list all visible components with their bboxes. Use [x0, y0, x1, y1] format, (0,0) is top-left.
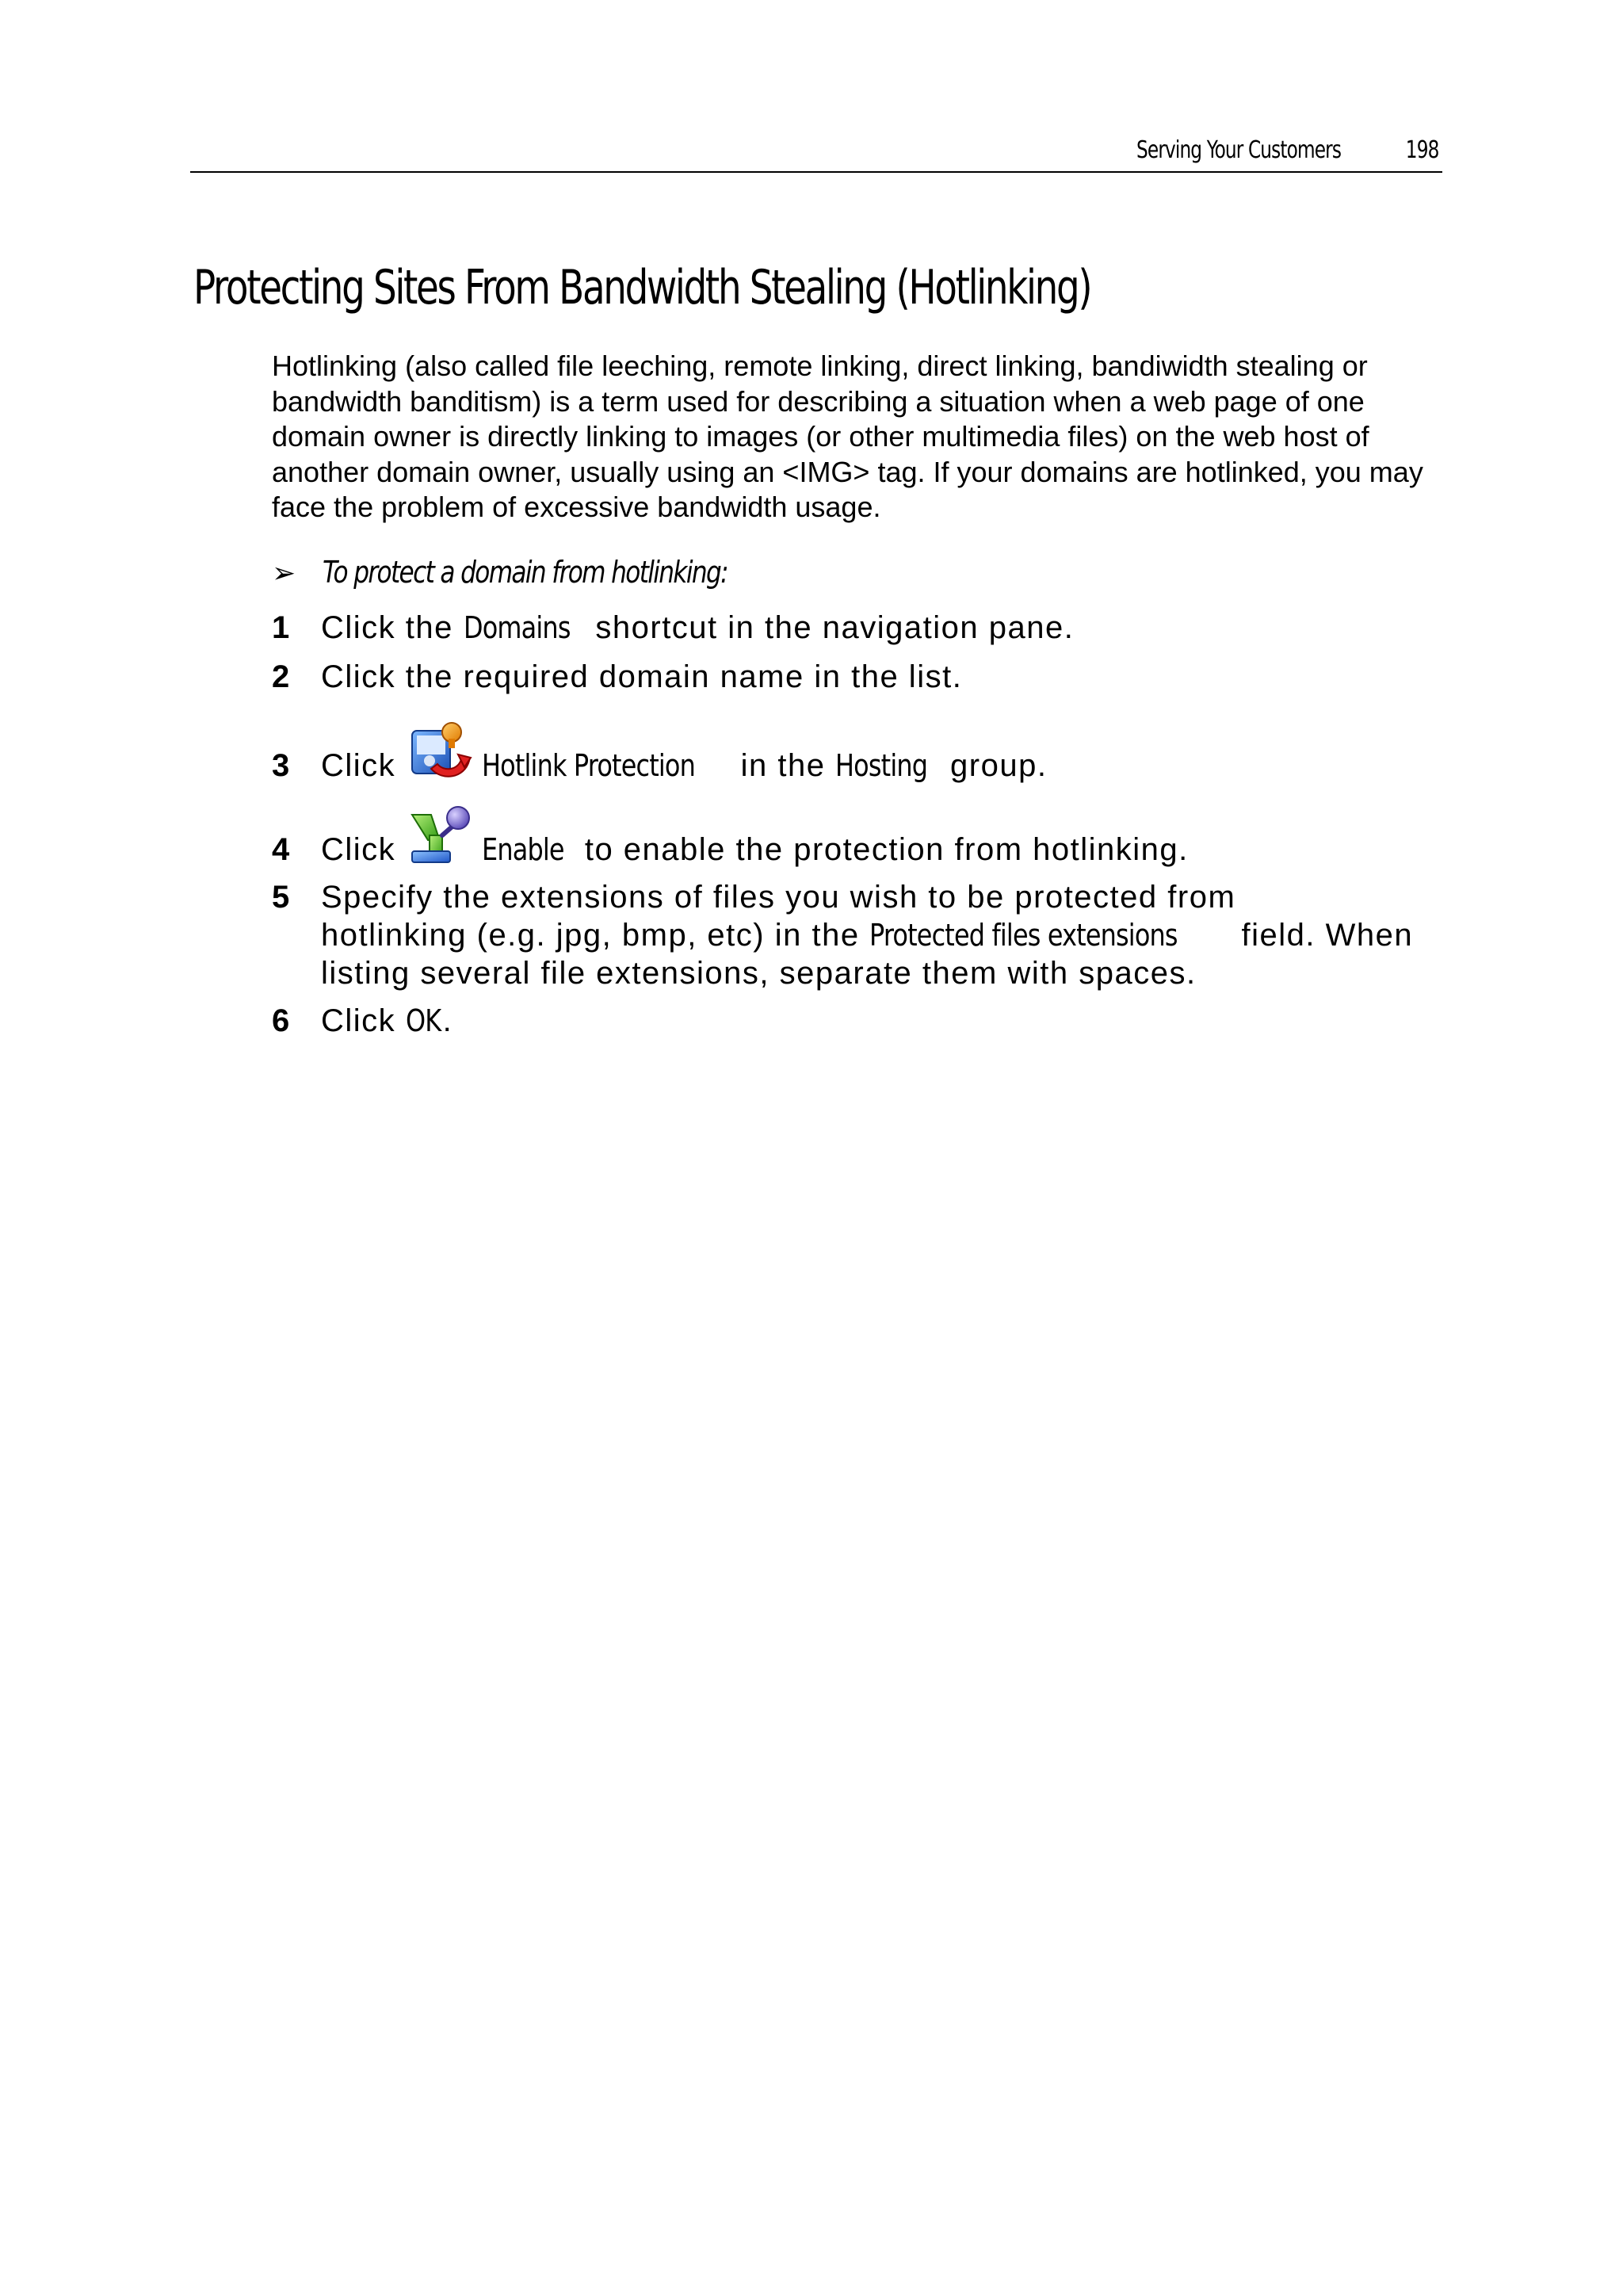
step-number: 2	[272, 659, 290, 694]
step-text: listing several file extensions, separate them with spaces.	[321, 956, 1197, 991]
step-number: 4	[272, 832, 290, 867]
step-text: Click the	[321, 610, 464, 645]
step-number: 6	[272, 1003, 290, 1038]
step-3	[272, 718, 1047, 785]
arrow-bullet-icon: ➢	[272, 557, 296, 590]
ui-term-domains: Domains	[463, 610, 571, 645]
step-1	[272, 609, 1074, 647]
step-text: group.	[940, 748, 1048, 783]
step-text: to enable the protection from hotlinking.	[575, 832, 1189, 867]
ui-term-protected-files-extensions: Protected files extensions	[869, 918, 1178, 953]
step-4	[272, 802, 1189, 869]
step-line	[272, 954, 1461, 992]
step-text: Specify the extensions of files you wish to be protected from	[321, 880, 1236, 915]
step-text: Click	[321, 748, 406, 783]
step-text: Click the required domain name in the list.	[321, 659, 963, 694]
enable-icon	[407, 804, 474, 870]
running-header	[190, 133, 1442, 173]
step-line	[272, 916, 1461, 954]
step-text: shortcut in the navigation pane.	[585, 610, 1075, 645]
step-text: .	[442, 1003, 453, 1038]
ui-term-enable: Enable	[481, 832, 564, 867]
hotlink-protection-icon	[407, 720, 474, 786]
ui-term-hotlink-protection: Hotlink Protection	[481, 748, 695, 783]
step-line	[272, 878, 1461, 916]
procedure-title-text: To protect a domain from hotlinking:	[323, 555, 727, 590]
header-page-number: 198	[1406, 136, 1439, 164]
procedure-title	[272, 555, 816, 590]
step-2	[272, 658, 962, 696]
step-number: 1	[272, 610, 290, 645]
step-text: field. When	[1231, 918, 1414, 953]
step-text: in the	[731, 748, 836, 783]
step-text: Click	[321, 832, 406, 867]
page-title: Protecting Sites From Bandwidth Stealing (Hotlinking)	[193, 260, 1091, 315]
step-text: hotlinking (e.g. jpg, bmp, etc) in the	[321, 918, 870, 953]
step-5	[272, 878, 1461, 992]
ui-term-ok: OK	[405, 1003, 441, 1038]
ui-term-hosting: Hosting	[835, 748, 928, 783]
step-6	[272, 1002, 453, 1040]
step-text: Click	[321, 1003, 406, 1038]
header-section-name: Serving Your Customers	[1136, 136, 1341, 164]
step-number: 5	[272, 880, 290, 915]
step-number: 3	[272, 748, 290, 783]
intro-paragraph: Hotlinking (also called file leeching, remote linking, direct linking, bandiwidth stealing or bandwidth banditism) is a term used for describing a situation when a web page of one domain owner is directly linking to images (or other multimedia files) on the web host of another domain owner, usually using an <IMG> tag. If your domains are hotlinked, you may face the problem of excessive bandwidth usage.	[272, 350, 1423, 523]
